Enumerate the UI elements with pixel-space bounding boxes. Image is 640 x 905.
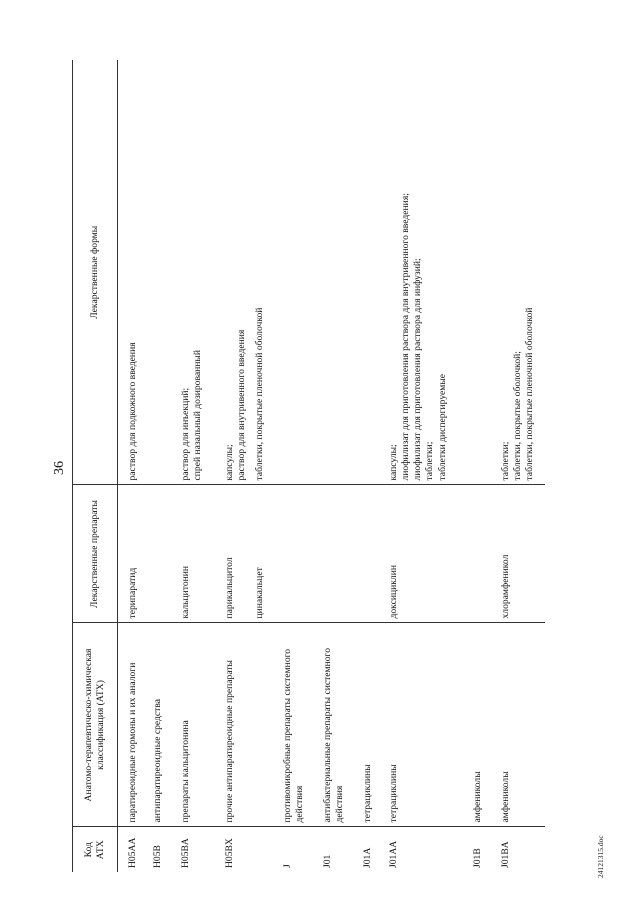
cell-code: J01BA xyxy=(499,827,545,872)
header-code: Код АТХ xyxy=(73,827,118,872)
table-row xyxy=(118,60,151,872)
cell-forms xyxy=(499,60,545,485)
cell-code: J01A xyxy=(361,827,387,872)
cell-classification: прочие антипаратиреоидные препараты xyxy=(223,623,253,827)
cell-drug xyxy=(151,485,179,623)
table-row xyxy=(499,60,545,872)
cell-code: H05BX xyxy=(223,827,253,872)
table-row xyxy=(223,60,253,872)
cell-drug xyxy=(321,485,361,623)
cell-classification: антибактериальные препараты системного действия xyxy=(321,623,361,827)
header-forms: Лекарственные формы xyxy=(73,60,118,485)
form-item: спрей назальный дозированный xyxy=(191,350,203,481)
table-row xyxy=(321,60,361,872)
form-item: таблетки, покрытые пленочной оболочкой xyxy=(524,307,536,481)
table-row xyxy=(179,60,223,872)
cell-forms xyxy=(387,60,471,485)
cell-classification: препараты кальцитонина xyxy=(179,623,223,827)
cell-forms xyxy=(321,60,361,485)
cell-forms xyxy=(361,60,387,485)
cell-drug xyxy=(361,485,387,623)
cell-code: J01 xyxy=(321,827,361,872)
form-item: лиофилизат для приготовления раствора для внутривенного введения; xyxy=(399,193,411,481)
cell-classification: тетрациклины xyxy=(361,623,387,827)
cell-code: J01B xyxy=(471,827,499,872)
table-row xyxy=(281,60,321,872)
atc-drug-table xyxy=(72,60,545,872)
form-item: раствор для инъекций; xyxy=(179,387,191,481)
cell-drug: цинакальцет xyxy=(253,485,281,623)
document-filename: 24121315.doc xyxy=(596,835,605,878)
cell-forms xyxy=(118,60,151,485)
form-item: таблетки диспергируемые xyxy=(436,373,448,481)
cell-forms xyxy=(223,60,253,485)
cell-classification: паратиреоидные гормоны и их аналоги xyxy=(118,623,151,827)
cell-classification: противомикробные препараты системного действия xyxy=(281,623,321,827)
cell-code: J xyxy=(281,827,321,872)
table-row xyxy=(253,60,281,872)
cell-classification: амфениколы xyxy=(499,623,545,827)
cell-code: J01AA xyxy=(387,827,471,872)
cell-forms xyxy=(179,60,223,485)
cell-code: H05B xyxy=(151,827,179,872)
header-drugs: Лекарственные препараты xyxy=(73,485,118,623)
cell-drug: доксициклин xyxy=(387,485,471,623)
table-row xyxy=(151,60,179,872)
cell-drug: кальцитонин xyxy=(179,485,223,623)
table-row xyxy=(471,60,499,872)
cell-code: H05BA xyxy=(179,827,223,872)
cell-classification: тетрациклины xyxy=(387,623,471,827)
cell-forms xyxy=(471,60,499,485)
cell-forms xyxy=(253,60,281,485)
table-row xyxy=(387,60,471,872)
form-item: таблетки; xyxy=(499,441,511,481)
table-row xyxy=(361,60,387,872)
cell-code xyxy=(253,827,281,872)
form-item: таблетки, покрытые оболочкой; xyxy=(511,351,523,481)
cell-forms xyxy=(151,60,179,485)
form-item: раствор для подкожного введения xyxy=(127,342,138,481)
rotated-page xyxy=(50,58,610,878)
table-header-row xyxy=(73,60,118,872)
cell-classification xyxy=(253,623,281,827)
cell-drug xyxy=(281,485,321,623)
cell-code: H05AA xyxy=(118,827,151,872)
cell-forms xyxy=(281,60,321,485)
cell-drug: терипаратид xyxy=(118,485,151,623)
header-classification: Анатомо-терапевтическо-химическая классификация (АТХ) xyxy=(73,623,118,827)
cell-classification: антипаратиреоидные средства xyxy=(151,623,179,827)
form-item: таблетки, покрытые пленочной оболочкой xyxy=(253,307,265,481)
form-item: раствор для внутривенного введения xyxy=(235,329,247,481)
page-number: 36 xyxy=(52,461,67,475)
form-item: капсулы; xyxy=(223,444,235,481)
form-item: капсулы; xyxy=(387,444,399,481)
cell-drug: парикальцитол xyxy=(223,485,253,623)
form-item: лиофилизат для приготовления раствора для инфузий; xyxy=(412,258,424,481)
cell-classification: амфениколы xyxy=(471,623,499,827)
cell-drug xyxy=(471,485,499,623)
cell-drug: хлорамфеникол xyxy=(499,485,545,623)
form-item: таблетки; xyxy=(424,441,436,481)
